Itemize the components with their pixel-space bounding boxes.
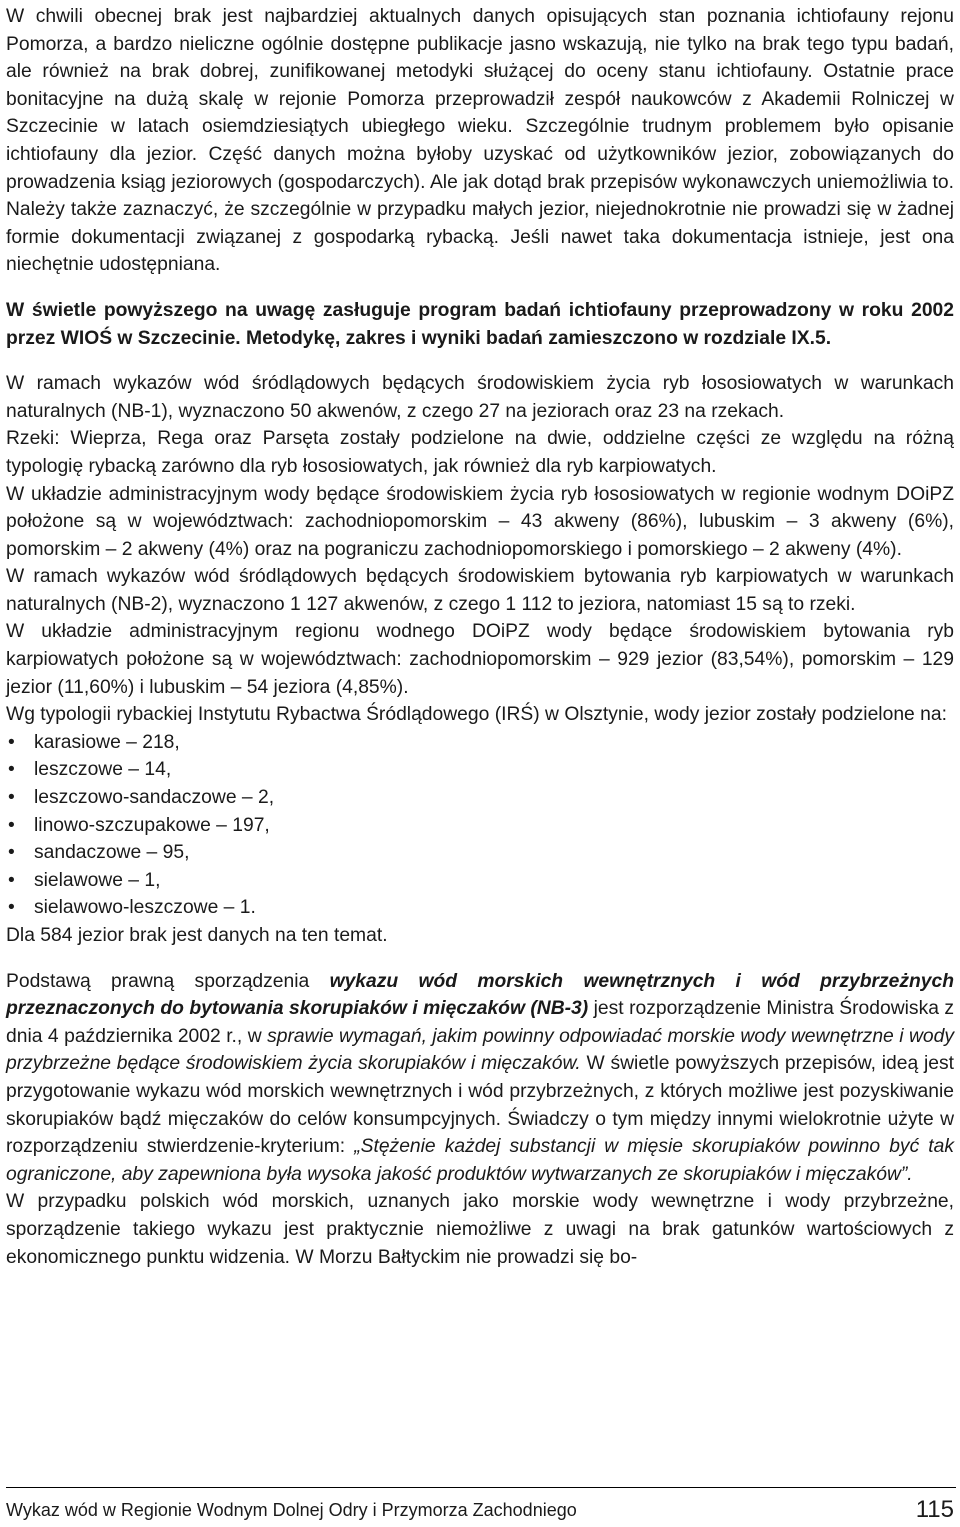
list-item: • sielawowo-leszczowe – 1. (6, 894, 954, 922)
paragraph-nb2: W ramach wykazów wód śródlądowych będących środowiskiem bytowania ryb karpiowatych w warunkach naturalnych (NB-2), wyznaczono 1 127 akwenów, z czego 1 112 to jeziora, natomiast 15 są to rzeki. (6, 566, 954, 615)
nb3-criterion-quote: „Stężenie każdej substancji w mięsie skorupiaków powinno być tak ograniczone, aby zapewniona była wysoka jakość produktów wytwarzanych ze skorupiaków i mięczaków”. (6, 1136, 954, 1185)
list-item: • leszczowe – 14, (6, 756, 954, 784)
nb3-regulation-title: sprawie wymagań, jakim powinny odpowiadać morskie wody wewnętrzne i wody przybrzeżne będące środowiskiem życia skorupiaków i mięczaków. (6, 1025, 955, 1075)
list-item: • karasiowe – 218, (6, 729, 954, 757)
list-item: • sielawowe – 1, (6, 867, 954, 895)
paragraph-irs-typology: Wg typologii rybackiej Instytutu Rybactwa Śródlądowego (IRŚ) w Olsztynie, wody jezior zostały podzielone na: (6, 704, 947, 726)
list-item: • leszczowo-sandaczowe – 2, (6, 784, 954, 812)
paragraph-cyprinid-voivodeships: W układzie administracyjnym regionu wodnego DOiPZ wody będące środowiskiem bytowania ryb karpiowatych położone są w województwach: zachodniopomorskim – 929 jezior (83,54%), pomorskim – 129 jezior (11,60%) i lubuskim – 54 jeziora (4,85%). (6, 621, 954, 698)
paragraph-salmonid-voivodeships: W układzie administracyjnym wody będące środowiskiem życia ryb łososiowatych w regionie wodnym DOiPZ położone są w województwach: zachodniopomorskim – 43 akweny (86%), lubuskim – 3 akweny (6%), pomorskim – 2 akweny (4%) oraz na pograniczu zachodniopomorskiego i pomorskiego – 2 akweny (4%). (6, 483, 954, 560)
paragraph-no-data: Dla 584 jezior brak jest danych na ten temat. (6, 925, 388, 946)
footer-title: Wykaz wód w Regionie Wodnym Dolnej Odry i Przymorza Zachodniego (6, 1500, 577, 1520)
paragraph-nb1: W ramach wykazów wód śródlądowych będących środowiskiem życia ryb łososiowatych w warunkach naturalnych (NB-1), wyznaczono 50 akwenów, z czego 27 na jeziorach oraz 23 na rzekach. (6, 373, 954, 422)
list-item: • sandaczowe – 95, (6, 839, 954, 867)
lake-type-list (6, 729, 954, 922)
document-body (6, 3, 954, 1271)
paragraph-wios-program: W świetle powyższego na uwagę zasługuje program badań ichtiofauny przeprowadzony w roku 2002 przez WIOŚ w Szczecinie. Metodykę, zakres i wyniki badań zamieszczono w rozdziale IX.5. (6, 299, 954, 349)
paragraph-intro: W chwili obecnej brak jest najbardziej aktualnych danych opisujących stan poznania ichtiofauny rejonu Pomorza, a bardzo nieliczne ogólnie dostępne publikacje jasno wskazują, nie tylko na brak tego typu badań, ale również na brak dobrej, zunifikowanej metodyki służącej do oceny stanu ichtiofauny. Ostatnie prace bonitacyjne na dużą skalę w rejonie Pomorza przeprowadził zespół naukowców z Akademii Rolniczej w Szczecinie w latach osiemdziesiątych ubiegłego wieku. Szczególnie trudnym problemem było opisanie ichtiofauny dla jezior. Część danych można byłoby uzyskać od użytkowników jezior, zobowiązanych do prowadzenia ksiąg jeziorowych (gospodarczych). Ale jak dotąd brak przepisów wykonawczych uniemożliwia to. Należy także zaznaczyć, że szczególnie w przypadku małych jezior, niejednokrotnie nie prowadzi się w żadnej formie dokumentacji związanej z gospodarką rybacką. Jeśli nawet taka dokumentacja istnieje, jest ona niechętnie udostępniana. (6, 6, 954, 276)
footer-divider (6, 1487, 956, 1488)
nb3-intro-text: Podstawą prawną sporządzenia (6, 970, 330, 992)
paragraph-nb3-legal-basis (6, 968, 954, 1189)
nb3-after-text: W świetle powyższych przepisów, ideą jest przygotowanie wykazu wód morskich wewnętrznych i wód przybrzeżnych, z których możliwe jest pozyskiwanie skorupiaków bądź mięczaków do celów konsumpcyjnych. Świadczy o tym między innymi wielokrotnie użyte w rozporządzeniu stwierdzenie-kryterium: (6, 1053, 954, 1158)
nb3-list-title: wykazu wód morskich wewnętrznych i wód przybrzeżnych przeznaczonych do bytowania skorupiaków i mięczaków (NB-3) (6, 970, 954, 1020)
nb3-mid-text: jest rozporządzenie Ministra Środowiska z dnia 4 października 2002 r., w (6, 998, 955, 1047)
paragraph-rivers: Rzeki: Wieprza, Rega oraz Parsęta zostały podzielone na dwie, oddzielne części ze względu na różną typologię rybacką zarówno dla ryb łososiowatych, jak również dla ryb karpiowatych. (6, 428, 954, 477)
list-item: • linowo-szczupakowe – 197, (6, 812, 954, 840)
page-number: 115 (915, 1496, 954, 1523)
paragraph-polish-waters: W przypadku polskich wód morskich, uznanych jako morskie wody wewnętrzne i wody przybrzeżne, sporządzenie takiego wykazu jest praktycznie niemożliwe z uwagi na brak gatunków wartościowych z ekonomicznego punktu widzenia. W Morzu Bałtyckim nie prowadzi się bo- (6, 1191, 954, 1268)
